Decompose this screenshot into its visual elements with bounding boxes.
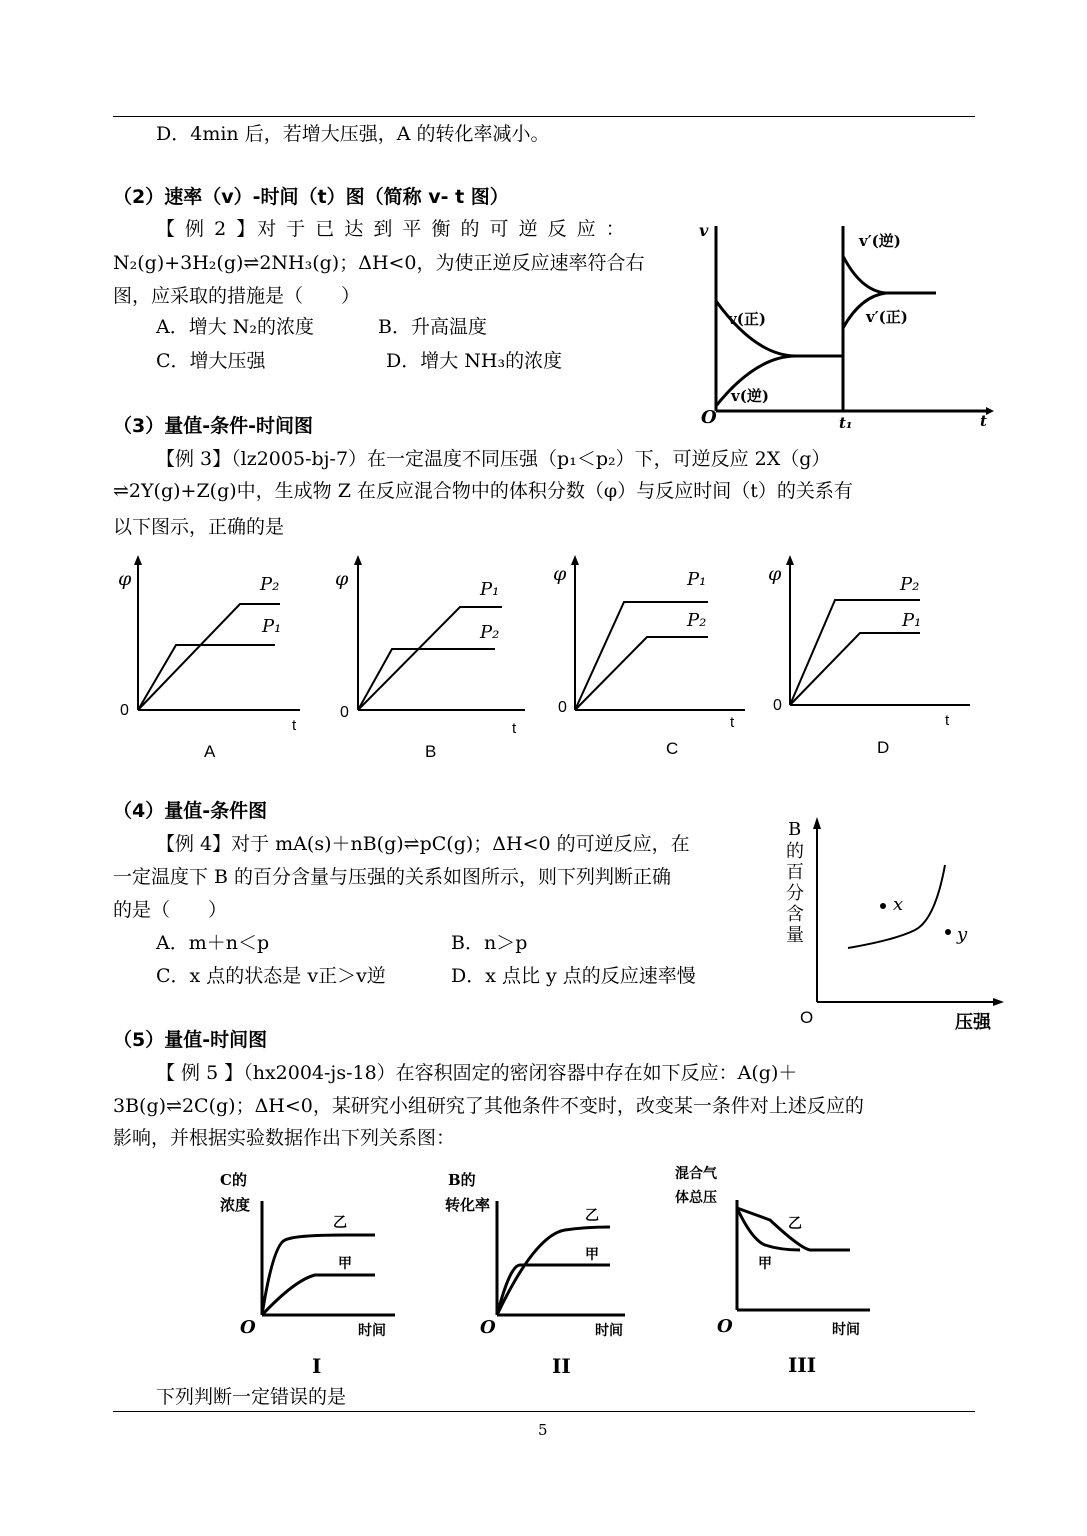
y-label: 转化率 — [445, 1196, 491, 1214]
curve-label-upper: P₂ — [260, 574, 280, 595]
origin-label: 0 — [773, 697, 782, 714]
curve-label-upper: P₁ — [480, 579, 500, 600]
section-5-heading: （5）量值-时间图 — [113, 1029, 268, 1051]
example-5-line1: 【 例 5 】（hx2004-js-18）在容积固定的密闭容器中存在如下反应：A(g)＋ — [156, 1062, 798, 1084]
example-2-option-d: D．增大 NH₃的浓度 — [386, 350, 563, 372]
vt-x-label: t — [980, 412, 987, 430]
example-3-line1: 【例 3】（lz2005-bj-7）在一定温度不同压强（p₁＜p₂）下，可逆反应 2X（g） — [156, 448, 831, 470]
example-4-line1: 【例 4】对于 mA(s)＋nB(g)⇌pC(g)；ΔH<0 的可逆反应，在 — [156, 833, 690, 855]
example-3-line3: 以下图示，正确的是 — [113, 516, 285, 538]
curve-label-upper: P₁ — [687, 569, 707, 590]
section-4-heading: （4）量值-条件图 — [113, 800, 268, 822]
origin-label: O — [800, 1008, 814, 1027]
svg-text:的: 的 — [786, 841, 804, 862]
page-number: 5 — [538, 1421, 548, 1439]
graph-i — [215, 1165, 405, 1380]
point-x — [880, 903, 886, 909]
vt-origin: O — [701, 407, 717, 428]
phi-t-graph-a — [110, 555, 300, 765]
phi-label: φ — [118, 568, 132, 590]
x-arrow-icon — [993, 998, 1004, 1006]
y-label: B的 — [448, 1171, 476, 1189]
phi-label: φ — [768, 563, 782, 585]
example-4-option-d: D．x 点比 y 点的反应速率慢 — [451, 965, 696, 987]
roman-label: II — [552, 1354, 571, 1378]
top-rule — [113, 116, 975, 117]
curve-label-lower: P₁ — [262, 616, 282, 637]
graph-ii — [440, 1165, 640, 1380]
t-label: t — [512, 720, 517, 737]
pressure-graph — [780, 815, 1005, 1035]
x-axis-label: 压强 — [955, 1012, 991, 1033]
example-4-line3: 的是（ ） — [113, 899, 228, 921]
example-5-line3: 影响，并根据实验数据作出下列关系图： — [113, 1127, 456, 1149]
graph-letter: A — [204, 742, 216, 761]
example-2-option-c: C．增大压强 — [156, 350, 266, 372]
example-4-line2: 一定温度下 B 的百分含量与压强的关系如图所示，则下列判断正确 — [113, 866, 672, 888]
phi-label: φ — [335, 568, 349, 590]
section-3-heading: （3）量值-条件-时间图 — [113, 415, 313, 437]
example-4-option-c: C．x 点的状态是 v正＞v逆 — [156, 965, 386, 987]
example-2-option-b: B．升高温度 — [378, 316, 487, 338]
vt-y-label: v — [699, 221, 709, 240]
example-2-line3: 图，应采取的措施是（ ） — [113, 285, 361, 307]
curve-label-upper: P₂ — [900, 574, 920, 595]
graph-letter: C — [666, 739, 679, 758]
example-2-option-a: A．增大 N₂的浓度 — [156, 316, 315, 338]
t-label: t — [292, 717, 297, 734]
series-b-label: 甲 — [758, 1256, 772, 1272]
example-4-option-b: B．n＞p — [451, 932, 528, 954]
point-y-label: y — [957, 924, 968, 945]
example-3-line2: ⇌2Y(g)+Z(g)中，生成物 Z 在反应混合物中的体积分数（φ）与反应时间（t）的关系有 — [113, 480, 853, 502]
phi-label: φ — [553, 563, 567, 585]
graph-letter: B — [425, 742, 437, 761]
origin-label: 0 — [558, 699, 567, 716]
origin-label: 0 — [340, 704, 349, 721]
roman-label: I — [312, 1354, 322, 1378]
y-label: C的 — [220, 1171, 247, 1189]
origin-label: O — [717, 1316, 733, 1337]
series-a-label: 乙 — [788, 1216, 802, 1232]
x-arrow-icon — [986, 407, 994, 415]
y-arrow-icon — [813, 817, 821, 829]
bottom-rule — [113, 1411, 975, 1412]
t-label: t — [945, 712, 950, 729]
svg-text:分: 分 — [786, 883, 804, 904]
vt-forward-prime: v′(正) — [866, 308, 908, 326]
example-5-line2: 3B(g)⇌2C(g)；ΔH<0，某研究小组研究了其他条件不变时，改变某一条件对上述反应的 — [113, 1095, 864, 1117]
series-b-label: 甲 — [585, 1247, 599, 1263]
example-5-question: 下列判断一定错误的是 — [156, 1386, 347, 1408]
section-2-heading: （2）速率（v）-时间（t）图（简称 v- t 图） — [113, 186, 509, 208]
vt-t1: t₁ — [839, 414, 853, 432]
y-label: 混合气 — [675, 1166, 717, 1182]
curve-label-lower: P₂ — [480, 622, 500, 643]
curve-label-lower: P₂ — [687, 610, 707, 631]
example-2-line2: N₂(g)+3H₂(g)⇌2NH₃(g)；ΔH<0，为使正逆反应速率符合右 — [113, 252, 645, 274]
svg-text:含: 含 — [786, 904, 804, 925]
svg-text:百: 百 — [786, 862, 804, 883]
point-x-label: x — [893, 894, 904, 915]
point-y — [945, 929, 951, 935]
option-d-prev: D．4min 后，若增大压强，A 的转化率减小。 — [156, 123, 550, 145]
curve-label-lower: P₁ — [902, 610, 922, 631]
phi-t-graph-d — [765, 555, 975, 765]
series-a-label: 乙 — [333, 1215, 347, 1231]
x-label: 时间 — [358, 1323, 386, 1339]
x-label: 时间 — [832, 1322, 860, 1338]
svg-text:量: 量 — [786, 925, 804, 946]
phi-t-graph-c — [550, 555, 750, 765]
t-label: t — [730, 714, 735, 731]
vt-reverse: v(逆) — [731, 387, 769, 405]
origin-label: O — [480, 1317, 496, 1338]
vt-graph — [696, 216, 996, 436]
y-label: 浓度 — [220, 1196, 251, 1214]
graph-iii — [670, 1160, 880, 1375]
x-label: 时间 — [595, 1323, 623, 1339]
svg-text:B: B — [788, 819, 802, 840]
y-label: 体总压 — [675, 1190, 717, 1206]
vt-forward: v(正) — [728, 310, 766, 328]
phi-t-graph-b — [330, 555, 530, 765]
series-a-label: 乙 — [585, 1208, 599, 1224]
origin-label: O — [240, 1317, 256, 1338]
example-2-line1: 【 例 2 】对 于 已 达 到 平 衡 的 可 逆 反 应 ： — [156, 218, 627, 240]
roman-label: III — [788, 1353, 817, 1375]
origin-label: 0 — [120, 702, 129, 719]
series-b-label: 甲 — [338, 1256, 352, 1272]
vt-reverse-prime: v′(逆) — [859, 232, 901, 250]
example-4-option-a: A．m＋n＜p — [156, 932, 270, 954]
graph-letter: D — [877, 738, 890, 757]
